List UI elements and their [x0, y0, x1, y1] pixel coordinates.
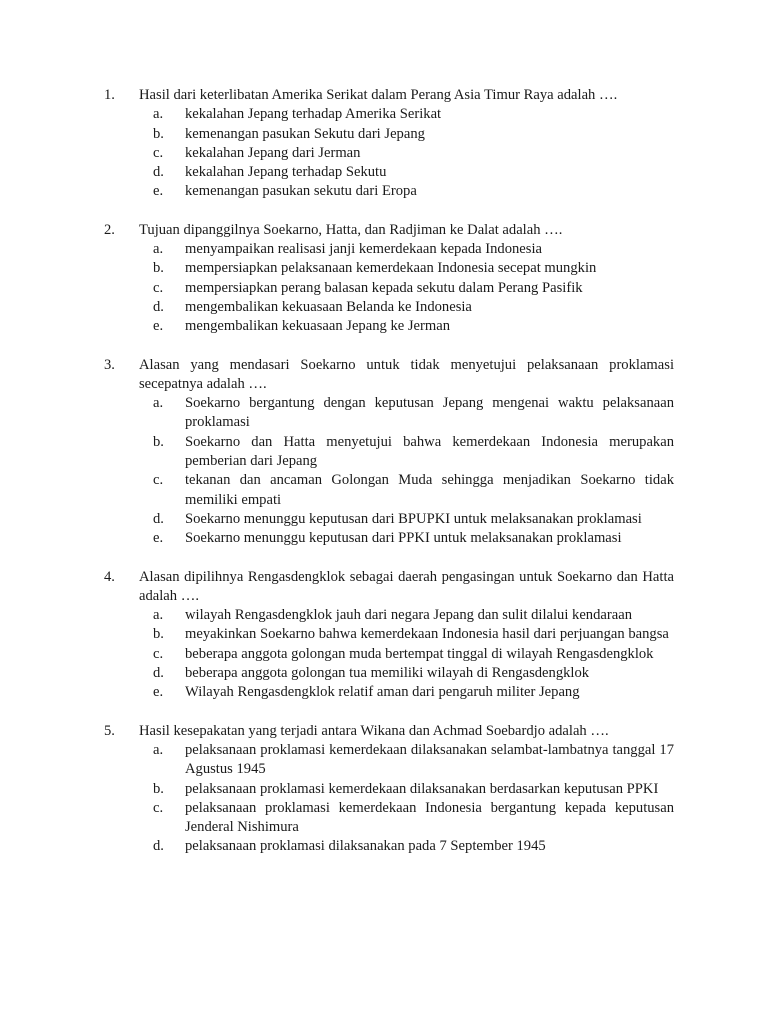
option-letter: c.	[153, 799, 164, 816]
answer-option	[0, 144, 768, 163]
answer-option	[0, 259, 768, 278]
option-text: Wilayah Rengasdengklok relatif aman dari pengaruh militer Jepang	[185, 684, 580, 701]
answer-options	[0, 394, 768, 548]
option-text: tekanan dan ancaman Golongan Muda sehingga menjadikan Soekarno tidak memiliki empati	[185, 472, 674, 508]
question-number: 4.	[104, 568, 115, 585]
answer-option	[0, 279, 768, 298]
option-letter: c.	[153, 279, 164, 296]
option-letter: d.	[153, 298, 164, 315]
option-text: pelaksanaan proklamasi kemerdekaan Indonesia bergantung kepada keputusan Jenderal Nishimura	[185, 799, 674, 836]
option-letter: b.	[153, 260, 164, 277]
option-text: mengembalikan kekuasaan Belanda ke Indonesia	[185, 298, 472, 315]
answer-option	[0, 780, 768, 799]
option-letter: d.	[153, 665, 164, 682]
option-text: pelaksanaan proklamasi kemerdekaan dilaksanakan selambat-lambatnya tanggal 17 Agustus 1945	[185, 741, 674, 778]
option-text: mempersiapkan pelaksanaan kemerdekaan Indonesia secepat mungkin	[185, 260, 597, 277]
question-number: 2.	[104, 221, 115, 238]
option-text: meyakinkan Soekarno bahwa kemerdekaan Indonesia hasil dari perjuangan bangsa	[185, 626, 669, 643]
answer-option	[0, 240, 768, 259]
option-letter: b.	[153, 626, 164, 643]
option-letter: e.	[153, 183, 164, 200]
answer-options	[0, 606, 768, 702]
option-letter: a.	[153, 106, 164, 123]
question-item	[0, 356, 768, 549]
option-letter: a.	[153, 241, 164, 258]
answer-options	[0, 741, 768, 857]
option-letter: a.	[153, 607, 164, 624]
answer-option	[0, 606, 768, 625]
question-item	[0, 221, 768, 337]
option-letter: b.	[153, 125, 164, 142]
answer-options	[0, 240, 768, 336]
answer-option	[0, 664, 768, 683]
option-letter: c.	[153, 144, 164, 161]
question-number: 1.	[104, 87, 115, 103]
option-letter: c.	[153, 645, 164, 662]
option-text: pelaksanaan proklamasi kemerdekaan dilaksanakan berdasarkan keputusan PPKI	[185, 780, 659, 797]
option-letter: d.	[153, 838, 164, 855]
option-text: beberapa anggota golongan muda bertempat tinggal di wilayah Rengasdengklok	[185, 645, 654, 662]
option-text: kekalahan Jepang dari Jerman	[185, 144, 361, 161]
question-item	[0, 568, 768, 703]
answer-option	[0, 741, 768, 780]
option-letter: e.	[153, 318, 164, 335]
option-text: kemenangan pasukan sekutu dari Eropa	[185, 183, 417, 200]
answer-option	[0, 298, 768, 317]
option-text: Soekarno menunggu keputusan dari BPUPKI untuk melaksanakan proklamasi	[185, 510, 642, 527]
answer-option	[0, 837, 768, 856]
answer-option	[0, 799, 768, 838]
answer-option	[0, 529, 768, 548]
question-text: Hasil kesepakatan yang terjadi antara Wikana dan Achmad Soebardjo adalah ….	[139, 722, 609, 739]
option-text: mempersiapkan perang balasan kepada sekutu dalam Perang Pasifik	[185, 279, 583, 296]
option-text: beberapa anggota golongan tua memiliki wilayah di Rengasdengklok	[185, 665, 590, 682]
option-text: pelaksanaan proklamasi dilaksanakan pada 7 September 1945	[185, 838, 546, 855]
question-number: 5.	[104, 722, 115, 739]
option-text: wilayah Rengasdengklok jauh dari negara Jepang dan sulit dilalui kendaraan	[185, 607, 632, 624]
answer-option	[0, 683, 768, 702]
option-letter: c.	[153, 472, 164, 489]
option-text: kekalahan Jepang terhadap Sekutu	[185, 164, 387, 181]
option-letter: a.	[153, 395, 164, 412]
option-text: kekalahan Jepang terhadap Amerika Serikat	[185, 106, 442, 123]
answer-option	[0, 471, 768, 510]
option-letter: d.	[153, 164, 164, 181]
option-letter: b.	[153, 780, 164, 797]
answer-option	[0, 163, 768, 182]
answer-option	[0, 182, 768, 201]
answer-option	[0, 510, 768, 529]
question-text: Alasan yang mendasari Soekarno untuk tidak menyetujui pelaksanaan proklamasi secepatnya adalah ….	[139, 356, 674, 392]
answer-option	[0, 105, 768, 124]
question-item	[0, 86, 768, 202]
answer-option	[0, 317, 768, 336]
question-number: 3.	[104, 356, 115, 373]
question-item	[0, 722, 768, 857]
option-letter: e.	[153, 684, 164, 701]
option-text: Soekarno menunggu keputusan dari PPKI untuk melaksanakan proklamasi	[185, 530, 622, 547]
option-text: menyampaikan realisasi janji kemerdekaan kepada Indonesia	[185, 241, 542, 258]
question-text: Tujuan dipanggilnya Soekarno, Hatta, dan Radjiman ke Dalat adalah ….	[139, 221, 563, 238]
answer-option	[0, 125, 768, 144]
option-letter: b.	[153, 433, 164, 450]
option-text: Soekarno bergantung dengan keputusan Jepang mengenai waktu pelaksanaan proklamasi	[185, 395, 674, 431]
option-text: mengembalikan kekuasaan Jepang ke Jerman	[185, 318, 451, 335]
option-letter: a.	[153, 741, 164, 758]
answer-options	[0, 105, 768, 201]
answer-option	[0, 645, 768, 664]
option-text: kemenangan pasukan Sekutu dari Jepang	[185, 125, 425, 142]
option-letter: e.	[153, 530, 164, 547]
question-text: Hasil dari keterlibatan Amerika Serikat dalam Perang Asia Timur Raya adalah ….	[139, 87, 618, 103]
answer-option	[0, 433, 768, 472]
answer-option	[0, 394, 768, 433]
quiz-document	[0, 86, 768, 876]
question-text: Alasan dipilihnya Rengasdengklok sebagai daerah pengasingan untuk Soekarno dan Hatta adalah ….	[139, 568, 674, 604]
option-text: Soekarno dan Hatta menyetujui bahwa kemerdekaan Indonesia merupakan pemberian dari Jepang	[185, 433, 674, 470]
option-letter: d.	[153, 510, 164, 527]
answer-option	[0, 625, 768, 644]
